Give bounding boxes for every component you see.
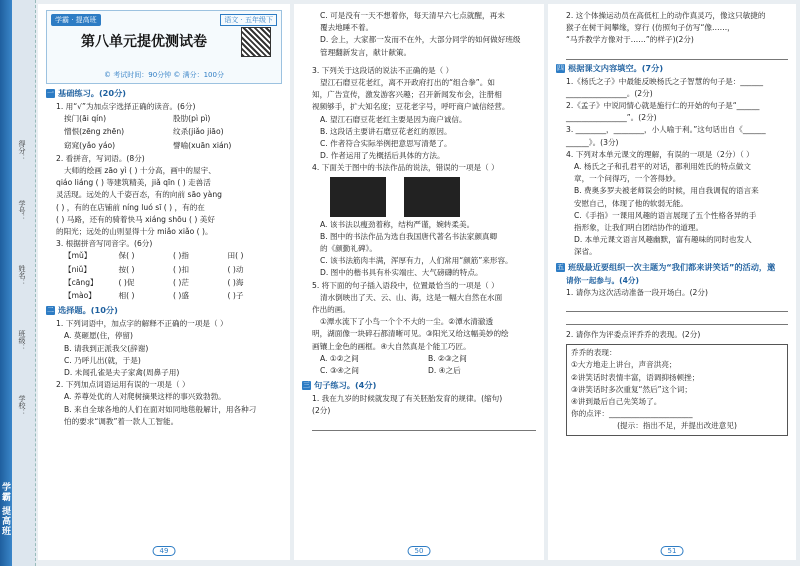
- option-d[interactable]: D. 未闻孔雀是夫子家禽(周鼻子用): [64, 368, 180, 378]
- section-heading: [46, 305, 282, 316]
- homophone-blank[interactable]: 田( ): [227, 251, 244, 261]
- comment-field[interactable]: 你的点评：______________________: [571, 409, 693, 419]
- homophone-blank[interactable]: 保( ): [118, 251, 135, 261]
- question-text: 2. 看拼音，写词语。(8分): [56, 153, 145, 163]
- option-c[interactable]: C. 乃呼儿出(就，于是): [64, 355, 141, 365]
- fill-question[interactable]: ________________。(2分): [566, 88, 653, 98]
- homophone-pinyin: 【niǔ】: [64, 264, 91, 274]
- box-hint: (提示：指出不足，并提出改进意见): [617, 421, 737, 431]
- homophone-blank[interactable]: ( )海: [227, 277, 244, 287]
- fill-question[interactable]: ________________”。(2分): [566, 113, 657, 123]
- homophone-blank[interactable]: ( )扣: [173, 264, 189, 274]
- spine-brand-text: 学霸 提高班: [0, 481, 10, 536]
- option-a-cont: 章，一个问得巧，一个答得妙。: [574, 174, 681, 184]
- page-number: 51: [661, 546, 684, 556]
- option-d[interactable]: D. 作者运用了先概括后具体的方法。: [320, 151, 445, 161]
- box-item: ③讲笑话时多次重复“然后”这个词；: [571, 384, 692, 394]
- binding-score-label: 得分：: [18, 140, 26, 161]
- homophone-blank[interactable]: ( )指: [173, 251, 189, 261]
- passage-line: qiáo liáng ( ) 等建筑精美，jiǎ qīn ( ) 走兽活: [56, 178, 211, 188]
- option-d[interactable]: D. 会上，大家都一发而不在外，大部分同学的如何做好班级: [320, 35, 521, 45]
- option-b[interactable]: B. 请我到正派我父(辞谢): [64, 343, 149, 353]
- option-d[interactable]: D. 本单元课文语言风趣幽默，富有趣味的同时也发人: [574, 235, 752, 245]
- option-b-cont: 安慰自己，体现了他的软弱无能。: [574, 198, 688, 208]
- question-text: 5. 将下面的句子插入语段中，位置最恰当的一项是（ ）: [312, 280, 499, 290]
- option-b[interactable]: B. 来自全球各地的人们在面对如同地毯般解计，用各种刁: [64, 404, 257, 414]
- homophone-blank[interactable]: ( )动: [227, 264, 244, 274]
- homophone-pinyin: 【cāng】: [64, 277, 98, 287]
- fill-question[interactable]: 3. ________，________，小人喻于利。”这句话出自《______: [566, 125, 766, 135]
- binding-class-label: 班级：: [18, 330, 26, 351]
- homophone-blank[interactable]: 按( ): [118, 264, 135, 274]
- homophone-blank[interactable]: ( )茫: [173, 277, 189, 287]
- question-text: 2. 请你作为评委点评乔乔的表现。(2分): [566, 330, 701, 340]
- homophone-row: [46, 290, 282, 302]
- homophone-row: [46, 277, 282, 289]
- options-row: [302, 353, 536, 365]
- option-b[interactable]: B. 这段话主要讲石磨豆花老红的原因。: [320, 126, 452, 136]
- question-text: 3. 下列关于这段话的说法不正确的是（ ）: [312, 65, 454, 75]
- section-mark: 三: [303, 381, 310, 390]
- answer-line[interactable]: [566, 49, 788, 60]
- option-d-cont: 管理翻新发言，献计献策。: [320, 47, 412, 57]
- question-text: 1. 请你为这次活动准备一段开场白。(2分): [566, 287, 708, 297]
- answer-line[interactable]: [312, 420, 536, 431]
- option-a[interactable]: A. 该书法以瘦劲着称，结构严谨，婉转柔美。: [320, 219, 475, 229]
- pinyin-item[interactable]: 憎恨(zēng zhēn): [64, 127, 125, 137]
- test-title: 第八单元提优测试卷: [81, 34, 207, 50]
- question-text: 4. 下面关于图中的书法作品的说法，错误的一项是（ ）: [312, 163, 499, 173]
- passage-line: 明，湖面像一块碎石都清晰可见。③阳光又给这幅美妙的绘: [312, 329, 509, 339]
- qr-code-icon: [241, 27, 271, 57]
- page-49: [38, 4, 290, 560]
- homophone-blank[interactable]: ( )盛: [173, 291, 189, 301]
- option-c[interactable]: C. 可是没有一天不想着你，每天清早六七点就醒，再未: [320, 11, 505, 20]
- box-item: ①大方地走上讲台，声音洪亮；: [571, 360, 677, 370]
- binding-strip: [12, 0, 36, 566]
- homophone-row: [46, 264, 282, 276]
- homophone-row: [46, 250, 282, 262]
- question-text: 2. 这个体操运动员在高低杠上的动作真灵巧，像这只敏捷的: [566, 11, 766, 20]
- question-text: “马乔教学方像对于……”的样子)(2分): [566, 35, 694, 45]
- section-title: 选择题。(10分): [58, 305, 118, 316]
- test-meta: © 考试时间：90分钟 © 满分：100分: [104, 71, 224, 79]
- option-a[interactable]: A. ①②之间: [320, 353, 359, 363]
- section-title: 句子练习。(4分): [314, 380, 377, 391]
- binding-school-label: 学校：: [18, 395, 26, 416]
- section-heading: [46, 88, 282, 99]
- pinyin-item[interactable]: 窈窕(yǎo yáo): [64, 140, 116, 150]
- homophone-blank[interactable]: ( )促: [118, 277, 135, 287]
- option-c[interactable]: C.《手指》一课用风趣的语言展现了五个性格各异的手: [574, 210, 757, 220]
- calligraphy-image-right: [404, 177, 460, 217]
- option-c[interactable]: C. ③④之间: [320, 366, 359, 376]
- section-mark: 五: [557, 262, 564, 271]
- option-b[interactable]: B. ②③之间: [428, 353, 467, 363]
- section-title: 班级最近要组织一次主题为“我们都来讲笑话”的活动，邀: [568, 261, 776, 272]
- homophone-blank[interactable]: ( )子: [227, 291, 244, 301]
- question-text: 1. 我在九岁的时候就发现了有关胚胎发育的规律。(缩句): [312, 394, 503, 404]
- calligraphy-images: [330, 177, 536, 217]
- option-c-cont: 覆去地睡不着。: [320, 23, 374, 33]
- option-c[interactable]: C. 作者符合实际举例把意思写清楚了。: [320, 139, 452, 149]
- page-51: [548, 4, 796, 560]
- fill-question[interactable]: ______》。(3分): [566, 137, 619, 147]
- section-mark: 二: [47, 306, 54, 315]
- pinyin-row: [46, 113, 282, 125]
- options-row: [302, 365, 536, 377]
- question-text: 1. 用“√”为加点字选择正确的读音。(6分): [56, 102, 196, 111]
- answer-line[interactable]: [566, 314, 788, 325]
- passage-line: 的阳光；远处的山则显得十分 miǎo xiǎo ( )。: [56, 227, 213, 237]
- option-d[interactable]: D. 图中的楷书具有朴实端庄、大气磅礴的特点。: [320, 268, 483, 278]
- option-b-cont: 怕的要求“调教”着一款人工智能。: [64, 416, 179, 426]
- passage-line: ( ) 马路，还有的骑着快马 xiáng shōu ( ) 美好: [56, 214, 215, 224]
- question-text: 4. 下列对本单元课文的理解，有误的一项是（2分）（ ）: [566, 149, 754, 159]
- fill-question[interactable]: 1.《杨氏之子》中最能反映杨氏之子智慧的句子是：______: [566, 76, 764, 86]
- page-number: 49: [153, 546, 176, 556]
- option-b-cont: 的《颜勤礼碑》。: [320, 244, 377, 254]
- calligraphy-image-left: [330, 177, 386, 217]
- question-text: 猴子在树干间攀缘，穿行 (仿照句子仿写“像……，: [566, 23, 735, 33]
- passage-line: 灵活现。远处的人千姿百态，有的向前 sāo yàng: [56, 190, 222, 200]
- option-c[interactable]: C. 该书法筋肉丰满，浑厚有力，人们常用“颜筋”来形容。: [320, 256, 513, 266]
- passage-line: ①潭水流下了小鸟一个个不大的一尘。②潭水清澈透: [320, 317, 494, 327]
- page-number: 50: [408, 546, 431, 556]
- homophone-pinyin: 【mǔ】: [64, 251, 92, 261]
- pinyin-item[interactable]: 股肋(pì pì): [173, 114, 211, 124]
- passage-line: 望江石磨豆花老红，离不开政府打出的“组合拳”。如: [320, 78, 495, 88]
- section-mark: 一: [47, 89, 54, 97]
- binding-name-label: 姓名：: [18, 265, 26, 286]
- box-title: 乔乔的表现：: [571, 348, 617, 358]
- brand-badge: 学霸 · 提高班: [51, 14, 101, 26]
- book-spine: [0, 0, 12, 566]
- homophone-pinyin: 【mào】: [64, 291, 96, 301]
- option-b[interactable]: B. 图中的书法作品为选自我国唐代著名书法家颜真卿: [320, 231, 498, 241]
- subject-tag: 语文 · 五年级下: [220, 14, 277, 26]
- page-50: [294, 4, 544, 560]
- question-score: (2分): [312, 406, 331, 416]
- option-a[interactable]: A. 养尊处优的人对爬树摘果这样的事兴致勃勃。: [64, 392, 226, 402]
- test-header: [46, 10, 282, 84]
- passage-line: 清水倒映出了天、云、山、海，这是一幅大自然在水面: [320, 292, 503, 302]
- homophone-blank[interactable]: 相( ): [118, 291, 135, 301]
- passage-line: 大师的绘画 zāo yì ( ) 十分高，画中的屋宇、: [64, 166, 216, 176]
- option-d[interactable]: D. ④之后: [428, 366, 461, 376]
- option-b[interactable]: B. 费奥多罗夫被老师误会的时候，用自我调侃的语言来: [574, 186, 759, 196]
- answer-line[interactable]: [566, 301, 788, 312]
- section-title-cont: 请你一起参与。(4分): [566, 275, 639, 285]
- passage-line: 视频够手，扩大知名度；豆花老字号，呼吁商户诚信经营。: [312, 102, 510, 112]
- passage-line: ( ) ，有的在店铺前 níng luó sī ( ) ，有的在: [56, 202, 205, 212]
- pinyin-row: [46, 140, 282, 152]
- section-title: 基础练习。(20分): [58, 88, 127, 98]
- option-d-cont: 深省。: [574, 247, 597, 257]
- option-a[interactable]: A. 莫砸愿(住，停留): [64, 331, 133, 341]
- pinyin-item[interactable]: 譬喻(xuān xián): [173, 140, 232, 150]
- section-mark: 四: [557, 63, 564, 72]
- option-a[interactable]: A. 杨氏之子和孔君平的对话，都利用姓氏的特点做文: [574, 162, 751, 172]
- box-item: ②讲笑话时表情丰富，语调抑扬顿挫；: [571, 372, 700, 382]
- question-text: 1. 下列词语中，加点字的解释不正确的一项是（ ）: [56, 319, 228, 329]
- pinyin-row: [46, 126, 282, 138]
- question-text: 3. 根据拼音写同音字。(6分): [56, 239, 153, 249]
- section-title: 根据课文内容填空。(7分): [568, 62, 664, 73]
- pinyin-item[interactable]: 纹杀(jiǎo jiāo): [173, 127, 224, 137]
- section-heading: [556, 63, 788, 74]
- pinyin-item[interactable]: 挨门(āi qín): [64, 114, 107, 124]
- passage-line: 画镶上金色的画框。④大自然真是个能工巧匠。: [312, 341, 471, 351]
- section-heading: [556, 262, 788, 273]
- question-text: 2. 下列加点词语运用有误的一项是（ ）: [56, 380, 190, 390]
- binding-id-label: 学号：: [18, 200, 26, 221]
- option-a[interactable]: A. 望江石磨豆花老红主要是因为商户诚信。: [320, 114, 467, 124]
- performance-box: [566, 344, 788, 435]
- fill-question[interactable]: 2.《孟子》中说同情心就是施行仁的开始的句子是“______: [566, 101, 760, 111]
- section-heading: [302, 380, 536, 391]
- passage-line: 知，广告宣传，激发游客兴趣；召开新闻发布会，注册相: [312, 90, 502, 100]
- box-item: ④讲到最后自己先笑场了。: [571, 397, 662, 407]
- option-c-cont: 指形象，让我们明白团结协作的道理。: [574, 223, 704, 233]
- passage-line: 作出的画。: [312, 305, 350, 315]
